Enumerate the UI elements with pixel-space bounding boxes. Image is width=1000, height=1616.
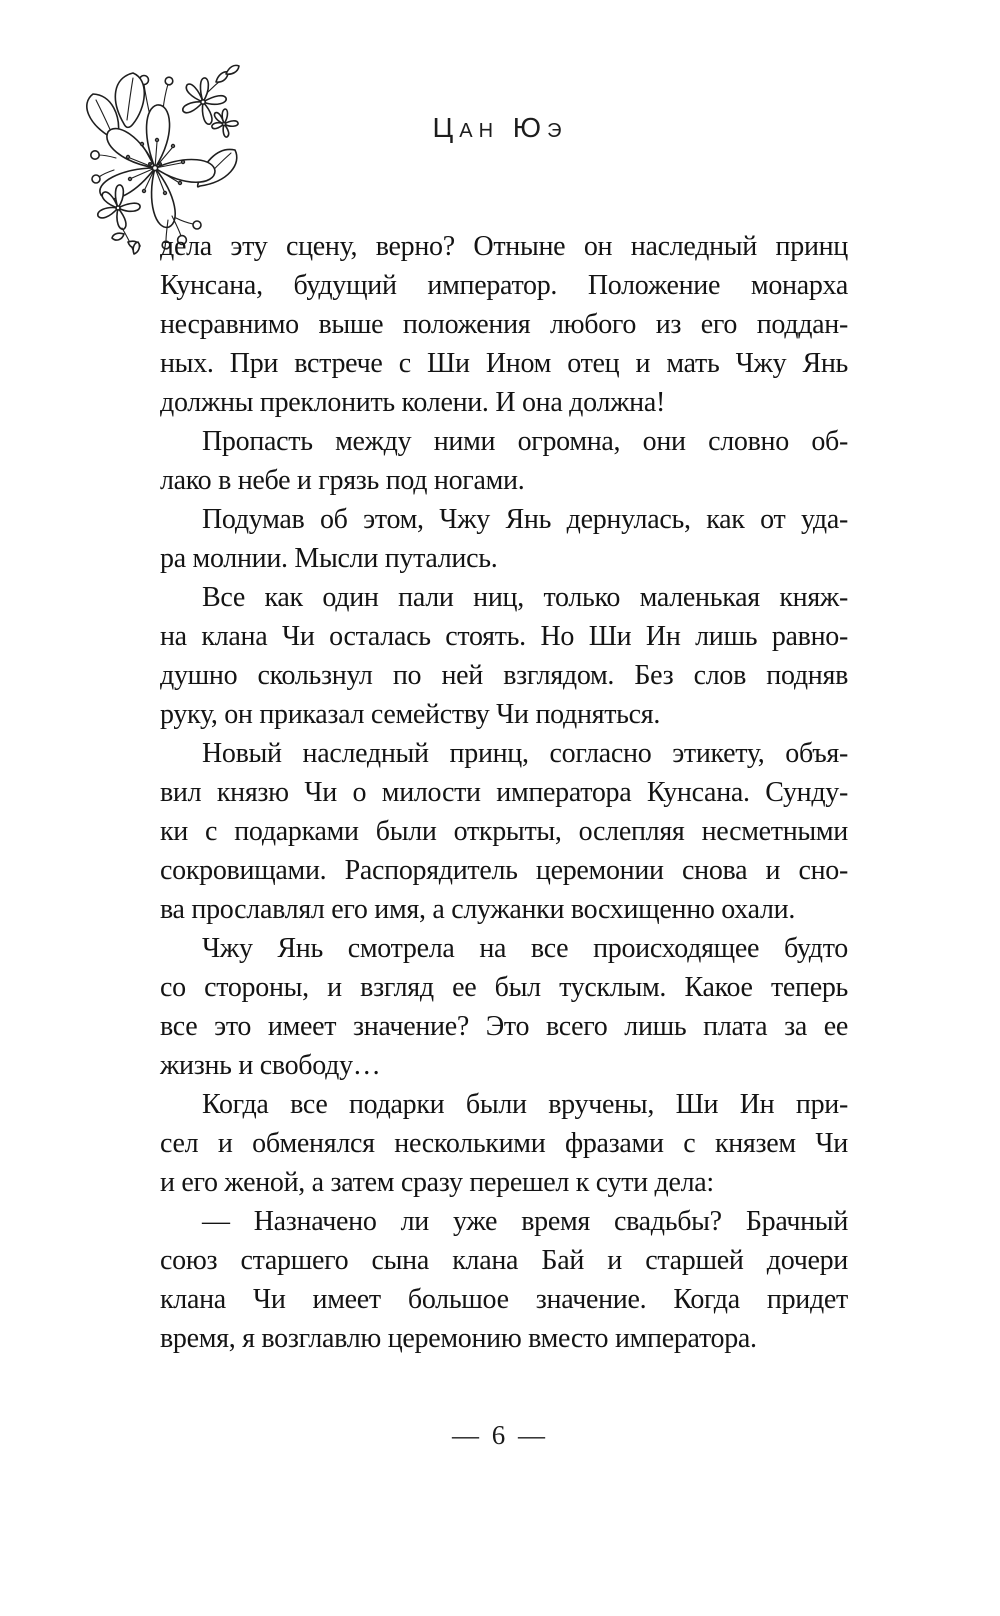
text-line: Пропасть между ними огромна, они словно об- xyxy=(202,426,848,457)
page-number: — 6 — xyxy=(452,1420,548,1450)
paragraph xyxy=(160,929,848,1085)
text-line: сокровищами. Распорядитель церемонии снова и сно- xyxy=(160,855,848,886)
text-line: союз старшего сына клана Бай и старшей дочери xyxy=(160,1245,848,1276)
text-line: жизнь и свободу… xyxy=(160,1050,381,1081)
text-line: Все как один пали ниц, только маленькая княж- xyxy=(202,582,848,613)
paragraph xyxy=(160,500,848,578)
text-line: душно скользнул по ней взглядом. Без слов подняв xyxy=(160,660,848,691)
paragraph xyxy=(160,422,848,500)
text-line: должны преклонить колени. И она должна! xyxy=(160,387,666,418)
paragraph xyxy=(160,227,848,422)
text-line: дела эту сцену, верно? Отныне он наследный принц xyxy=(160,231,848,262)
text-line: и его женой, а затем сразу перешел к сути дела: xyxy=(160,1167,714,1198)
text-line: Кунсана, будущий император. Положение монарха xyxy=(160,270,848,301)
text-line: лако в небе и грязь под ногами. xyxy=(160,465,525,496)
text-line: ва прославлял его имя, а служанки восхищенно охали. xyxy=(160,894,796,925)
text-line: Когда все подарки были вручены, Ши Ин при- xyxy=(202,1089,848,1120)
text-line: Подумав об этом, Чжу Янь дернулась, как от уда- xyxy=(202,504,848,535)
running-head: Цан Юэ xyxy=(432,112,568,143)
text-line: клана Чи имеет большое значение. Когда придет xyxy=(160,1284,848,1315)
text-line: несравнимо выше положения любого из его поддан- xyxy=(160,309,848,340)
text-line: Новый наследный принц, согласно этикету, объя- xyxy=(202,738,848,769)
text-line: сел и обменялся несколькими фразами с князем Чи xyxy=(160,1128,848,1159)
paragraph xyxy=(160,734,848,929)
body-text xyxy=(160,227,848,1358)
text-line: вил князю Чи о милости императора Кунсана. Сунду- xyxy=(160,777,848,808)
text-line: руку, он приказал семейству Чи подняться. xyxy=(160,699,661,730)
text-line: Чжу Янь смотрела на все происходящее будто xyxy=(202,933,848,964)
text-line: ных. При встрече с Ши Ином отец и мать Чжу Янь xyxy=(160,348,848,379)
text-line: время, я возглавлю церемонию вместо императора. xyxy=(160,1323,757,1354)
text-line: — Назначено ли уже время свадьбы? Брачный xyxy=(202,1206,848,1237)
text-line: ки с подарками были открыты, ослепляя несметными xyxy=(160,816,848,847)
paragraph xyxy=(160,1202,848,1358)
paragraph xyxy=(160,578,848,734)
text-line: все это имеет значение? Это всего лишь плата за ее xyxy=(160,1011,848,1042)
text-line: на клана Чи осталась стоять. Но Ши Ин лишь равно- xyxy=(160,621,848,652)
text-line: ра молнии. Мысли путались. xyxy=(160,543,498,574)
text-line: со стороны, и взгляд ее был тусклым. Какое теперь xyxy=(160,972,848,1003)
paragraph xyxy=(160,1085,848,1202)
